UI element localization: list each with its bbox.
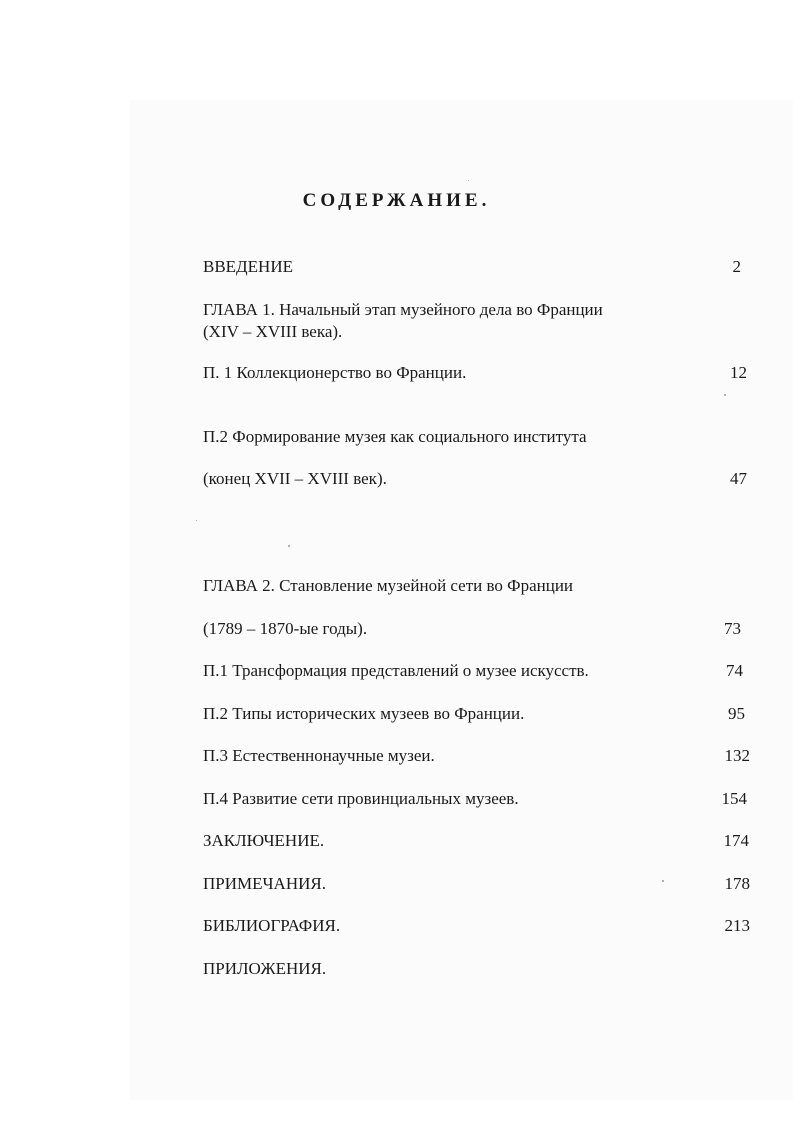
toc-entry-ch2-section-4: П.4 Развитие сети провинциальных музеев. — [203, 789, 519, 808]
toc-page-ch2-section-1: 74 — [726, 661, 743, 680]
toc-page-ch1-section-1: 12 — [730, 363, 747, 382]
toc-page-ch2-section-3: 132 — [724, 746, 750, 765]
toc-page-ch1-section-2: 47 — [730, 469, 747, 488]
toc-page-ch2-section-4: 154 — [721, 789, 747, 808]
toc-entry-chapter-1-subtitle: (XIV – XVIII века). — [203, 322, 343, 341]
toc-entry-chapter-2-dates: (1789 – 1870-ые годы). — [203, 619, 368, 638]
toc-entry-chapter-2: ГЛАВА 2. Становление музейной сети во Франции — [203, 576, 574, 595]
toc-entry-ch1-section-2-cont: (конец XVII – XVIII век). — [203, 469, 387, 488]
toc-page-conclusion: 174 — [723, 831, 749, 850]
toc-entry-ch2-section-2: П.2 Типы исторических музеев во Франции. — [203, 704, 525, 723]
toc-entry-conclusion: ЗАКЛЮЧЕНИЕ. — [203, 831, 325, 850]
toc-page-introduction: 2 — [732, 257, 741, 276]
toc-entry-bibliography: БИБЛИОГРАФИЯ. — [203, 916, 341, 935]
toc-entry-notes: ПРИМЕЧАНИЯ. — [203, 874, 326, 893]
toc-entry-ch2-section-3: П.3 Естественнонаучные музеи. — [203, 746, 435, 765]
toc-entry-ch1-section-2: П.2 Формирование музея как социального института — [203, 427, 587, 446]
toc-entry-ch1-section-1: П. 1 Коллекционерство во Франции. — [203, 363, 467, 382]
scan-speck — [196, 520, 197, 521]
toc-entry-ch2-section-1: П.1 Трансформация представлений о музее искусств. — [203, 661, 589, 680]
toc-entry-chapter-1: ГЛАВА 1. Начальный этап музейного дела во Франции — [203, 300, 603, 319]
toc-page-notes: 178 — [724, 874, 750, 893]
scan-speck — [724, 394, 726, 396]
toc-entry-appendices: ПРИЛОЖЕНИЯ. — [203, 959, 327, 978]
scan-speck — [662, 880, 664, 882]
page-title: СОДЕРЖАНИЕ. — [302, 190, 491, 211]
scan-speck — [468, 180, 469, 181]
toc-page-bibliography: 213 — [724, 916, 750, 935]
scan-background — [130, 100, 793, 1100]
toc-page-ch2-section-2: 95 — [728, 704, 745, 723]
scan-speck — [288, 545, 290, 547]
toc-entry-introduction: ВВЕДЕНИЕ — [203, 257, 293, 276]
toc-page-chapter-2: 73 — [724, 619, 741, 638]
